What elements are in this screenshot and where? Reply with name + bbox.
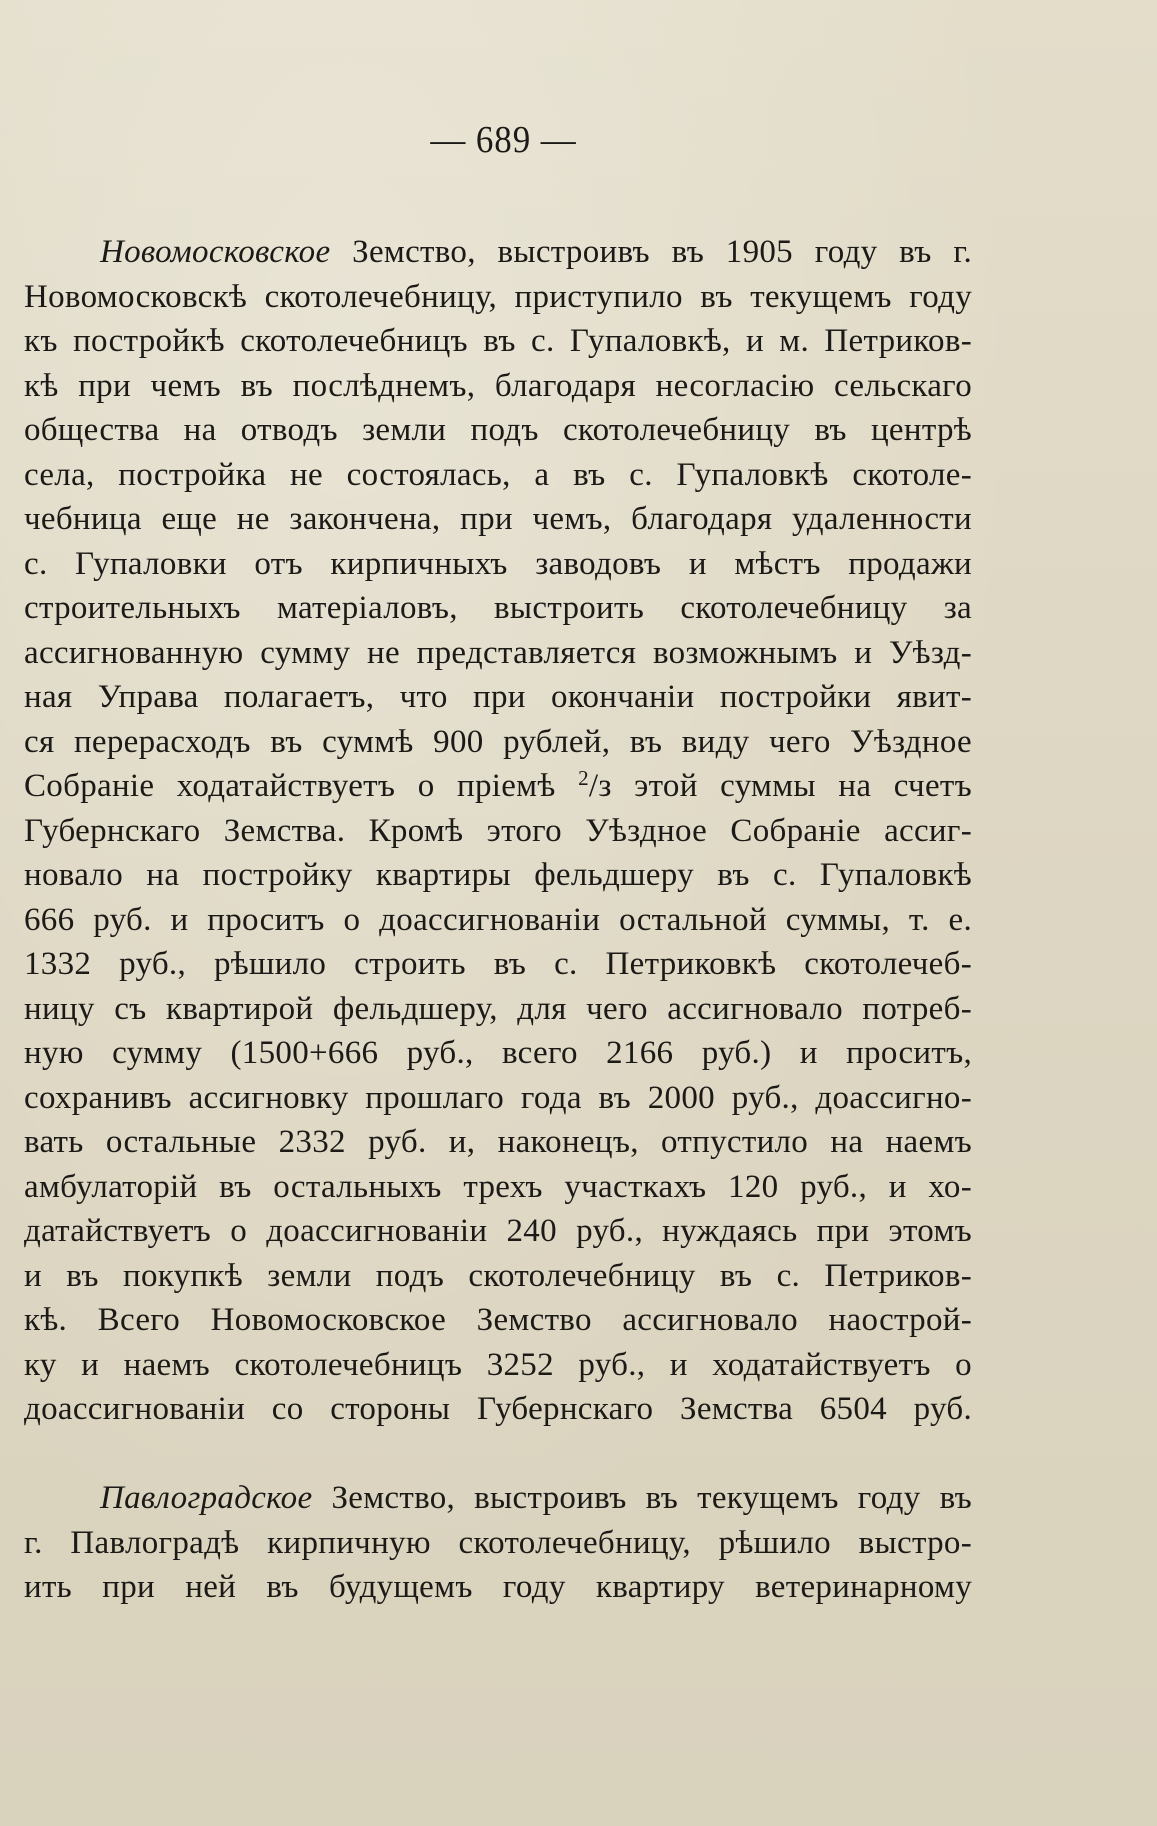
text-line: сохранивъ ассигновку прошлаго года въ 2000 руб., доассигно- xyxy=(24,1079,972,1116)
text-line: Собраніе ходатайствуетъ о пріемѣ $^2$/з этой суммы на счетъ xyxy=(24,766,972,804)
text-line: ку и наемъ скотолечебницъ 3252 руб., и ходатайствуетъ о xyxy=(24,1346,972,1383)
fraction-numerator: 2 xyxy=(578,766,589,790)
text-line: г. Павлоградѣ кирпичную скотолечебницу, рѣшило выстро- xyxy=(24,1524,972,1561)
text-line: ная Управа полагаетъ, что при окончаніи постройки явит- xyxy=(24,679,972,715)
text-line: ную сумму (1500+666 руб., всего 2166 руб.) и проситъ, xyxy=(24,1035,972,1071)
text-line: ассигнованную сумму не представляется возможнымъ и Уѣзд- xyxy=(24,634,972,671)
text-line: амбулаторій въ остальныхъ трехъ участкахъ 120 руб., и хо- xyxy=(24,1168,972,1205)
text-line: чебница еще не закончена, при чемъ, благодаря удаленности xyxy=(24,501,972,537)
text-line: новало на постройку квартиры фельдшеру въ с. Гупаловкѣ xyxy=(24,857,972,893)
text-line: ся перерасходъ въ суммѣ 900 рублей, въ виду чего Уѣздное xyxy=(24,723,972,760)
page-number: — 689 — xyxy=(430,119,577,161)
text-line: вать остальные 2332 руб. и, наконецъ, отпустило на наемъ xyxy=(24,1124,972,1160)
text-line: Новомосковское Земство, выстроивъ въ 1905 году въ г. xyxy=(100,234,972,270)
text-line: ить при ней въ будущемъ году квартиру ветеринарному xyxy=(24,1569,972,1605)
text-line: кѣ при чемъ въ послѣднемъ, благодаря несогласію сельскаго xyxy=(24,367,972,404)
text-line: датайствуетъ о доассигнованіи 240 руб., нуждаясь при этомъ xyxy=(24,1213,972,1249)
text-line: кѣ. Всего Новомосковское Земство ассигновало наострой- xyxy=(24,1302,972,1338)
district-name: Новомосковское xyxy=(100,234,331,270)
text-line: Павлоградское Земство, выстроивъ въ текущемъ году въ xyxy=(100,1480,972,1516)
text-line: и въ покупкѣ земли подъ скотолечебницу въ с. Петриков- xyxy=(24,1257,972,1294)
text-line: села, постройка не состоялась, а въ с. Гупаловкѣ скотоле- xyxy=(24,456,972,493)
text-line: Губернскаго Земства. Кромѣ этого Уѣздное Собраніе ассиг- xyxy=(24,812,972,849)
text-line: 1332 руб., рѣшило строить въ с. Петриковкѣ скотолечеб- xyxy=(24,946,972,982)
text-line: 666 руб. и проситъ о доассигнованіи остальной суммы, т. е. xyxy=(24,901,972,938)
text-line: строительныхъ матеріаловъ, выстроить скотолечебницу за xyxy=(24,590,972,626)
text-line: Новомосковскѣ скотолечебницу, приступило въ текущемъ году xyxy=(24,278,972,315)
text-line: с. Гупаловки отъ кирпичныхъ заводовъ и мѣстъ продажи xyxy=(24,545,972,582)
text-line: доассигнованіи со стороны Губернскаго Земства 6504 руб. xyxy=(24,1391,972,1427)
paragraph-pavlograd xyxy=(24,1476,972,1610)
text-line: общества на отводъ земли подъ скотолечебницу въ центрѣ xyxy=(24,412,972,448)
district-name: Павлоградское xyxy=(100,1480,313,1516)
text-line: къ постройкѣ скотолечебницъ въ с. Гупаловкѣ, и м. Петриков- xyxy=(24,323,972,359)
text-line: ницу съ квартирой фельдшеру, для чего ассигновало потреб- xyxy=(24,990,972,1027)
paragraph-novomoskovsk xyxy=(24,230,972,1432)
